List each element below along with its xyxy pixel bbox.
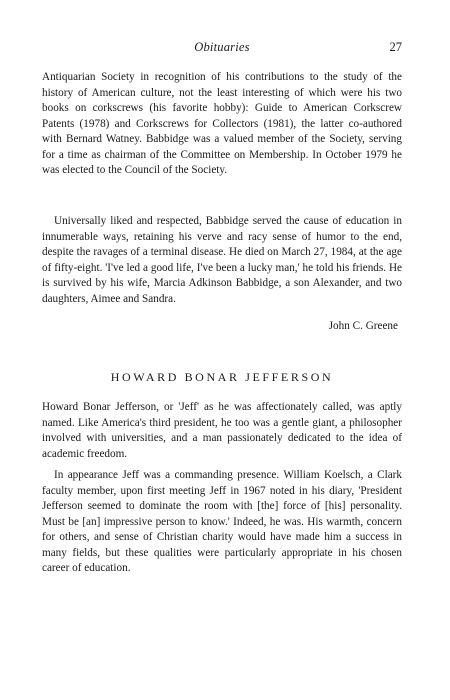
paragraph-block <box>42 400 402 462</box>
document-page <box>42 0 402 700</box>
paragraph-block <box>42 70 402 179</box>
paragraph-block <box>42 468 402 577</box>
signature-text: John C. Greene <box>328 320 398 332</box>
paragraph: Universally liked and respected, Babbidge served the cause of education in innumerable ways, retaining his verve and racy sense of humor to the end, despite the ravages of a terminal disease. He died on March 27, 1984, at the age of fifty-eight. 'I've led a good life, I've been a lucky man,' he told his friends. He is survived by his wife, Marcia Adkinson Babbidge, a son Alexander, and two daughters, Aimee and Sandra. <box>42 215 402 305</box>
paragraph: In appearance Jeff was a commanding presence. William Koelsch, a Clark faculty member, upon first meeting Jeff in 1967 noted in his diary, 'President Jefferson seemed to dominate the room with [the] force of [his] personality. Must be [an] impressive person to know.' Indeed, he was. His warmth, concern for others, and sense of Christian charity would have made him a success in many fields, but these qualities were particularly appropriate in his chosen career of education. <box>42 469 402 574</box>
running-head <box>42 40 402 58</box>
section-heading <box>42 370 402 385</box>
page-number: 27 <box>389 40 402 54</box>
signature <box>329 320 398 332</box>
section-heading-text: HOWARD BONAR JEFFERSON <box>110 370 334 384</box>
paragraph: Howard Bonar Jefferson, or 'Jeff' as he was affectionately called, was aptly named. Like America's third president, he too was a gentle giant, a philosopher involved with universities, and a man passionately dedicated to the idea of academic freedom. <box>42 401 402 460</box>
paragraph: Antiquarian Society in recognition of his contributions to the study of the history of American culture, not the least interesting of which were his two books on corkscrews (his favorite hobby): Guide to American Corkscrew Patents (1978) and Corkscrews for Collectors (1981), the latter co-authored with Bernard Watney. Babbidge was a valued member of the Society, serving for a time as chairman of the Committee on Membership. In October 1979 he was elected to the Council of the Society. <box>42 71 402 176</box>
running-title: Obituaries <box>194 40 250 54</box>
paragraph-block <box>42 214 402 307</box>
